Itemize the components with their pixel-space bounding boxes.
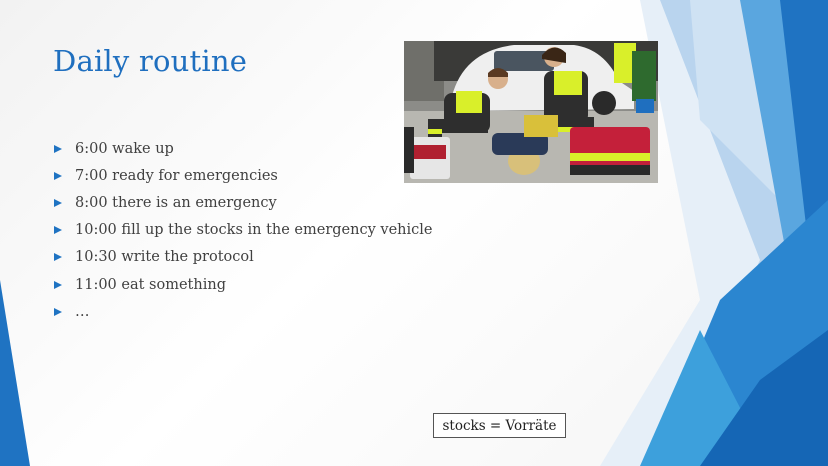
- bullet-item: …: [54, 298, 433, 325]
- bullet-arrow-icon: [54, 199, 62, 207]
- slide-title: Daily routine: [53, 44, 248, 78]
- bullet-item: 8:00 there is an emergency: [54, 189, 433, 216]
- bullet-arrow-icon: [54, 253, 62, 261]
- paramedics-photo-illustration: [404, 41, 658, 183]
- bullet-list: [54, 135, 433, 325]
- paramedics-photo: [404, 41, 658, 183]
- bullet-item: 7:00 ready for emergencies: [54, 162, 433, 189]
- bullet-item: 11:00 eat something: [54, 271, 433, 298]
- bullet-arrow-icon: [54, 281, 62, 289]
- bullet-item: 10:30 write the protocol: [54, 244, 433, 271]
- bullet-arrow-icon: [54, 145, 62, 153]
- bullet-arrow-icon: [54, 308, 62, 316]
- bullet-item: 6:00 wake up: [54, 135, 433, 162]
- vocabulary-note: stocks = Vorräte: [433, 413, 566, 438]
- bullet-item: 10:00 fill up the stocks in the emergency vehicle: [54, 217, 433, 244]
- bullet-arrow-icon: [54, 172, 62, 180]
- bullet-arrow-icon: [54, 226, 62, 234]
